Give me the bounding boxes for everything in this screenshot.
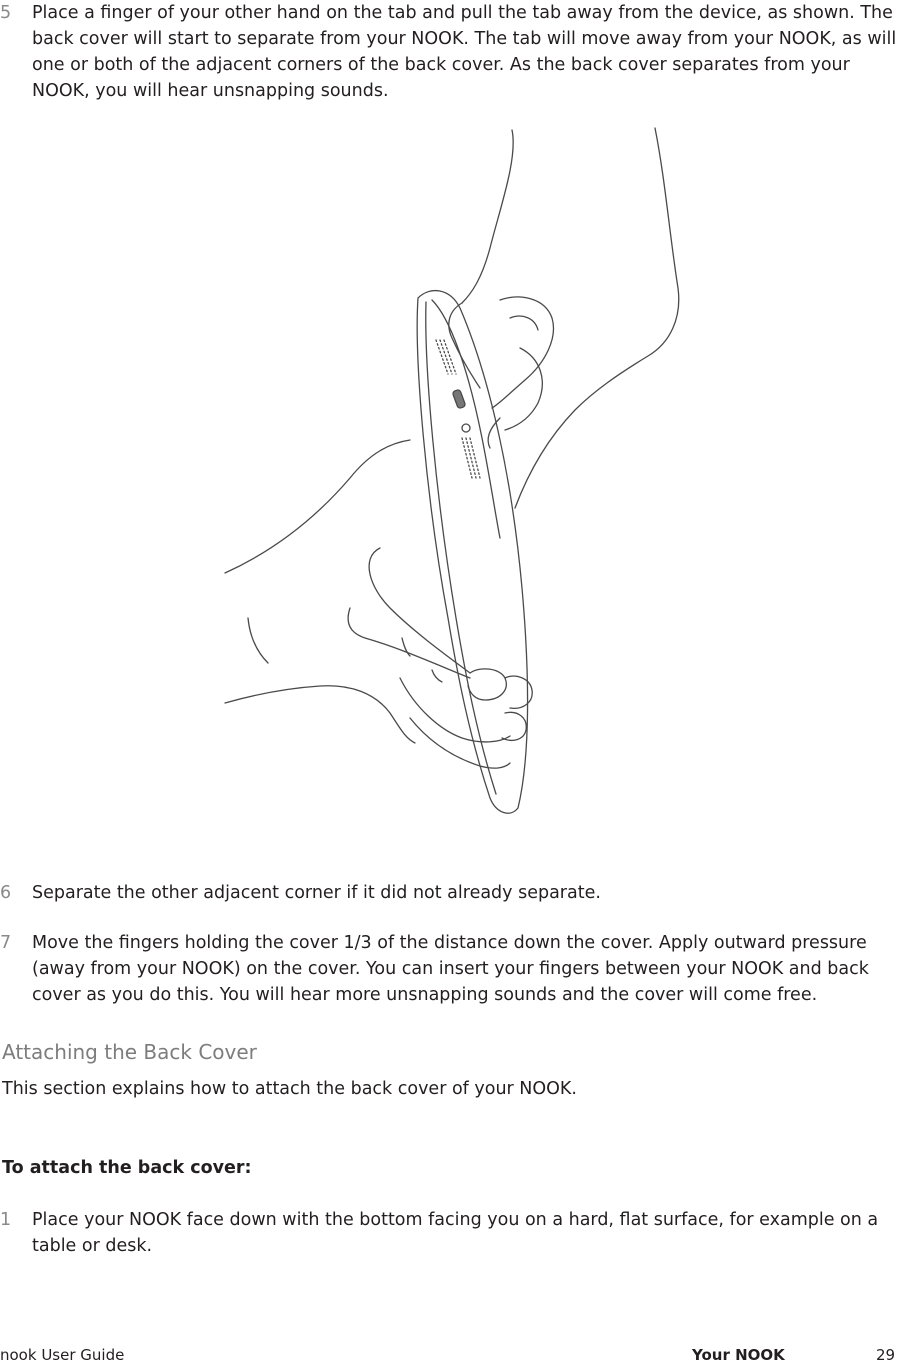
upper-hand-thumb bbox=[449, 303, 480, 388]
lower-hand-palm bbox=[225, 686, 415, 743]
lower-hand-crease bbox=[248, 618, 268, 663]
lower-hand-crease bbox=[402, 638, 442, 682]
procedure-title: To attach the back cover: bbox=[2, 1158, 252, 1178]
step-7 bbox=[0, 930, 900, 1008]
upper-hand-finger bbox=[492, 297, 553, 408]
headphone-jack bbox=[462, 424, 470, 432]
page-number: 29 bbox=[876, 1346, 896, 1364]
step-6 bbox=[0, 880, 900, 906]
power-button bbox=[452, 389, 466, 409]
lower-hand-thumb bbox=[468, 669, 506, 700]
device-side bbox=[432, 300, 500, 538]
lower-hand-wrist bbox=[225, 440, 410, 573]
step-text: Place a finger of your other hand on the tab and pull the tab away from the device, as shown. The back cover will start to separate from your NOOK. The tab will move away from your NOOK, as will one or both of the adjacent corners of the back cover. As the back cover separates from your NOOK, you will hear unsnapping sounds. bbox=[32, 3, 897, 101]
upper-hand-finger bbox=[505, 348, 542, 430]
footer-section-title: Your NOOK bbox=[692, 1346, 785, 1364]
step-number: 1 bbox=[0, 1210, 12, 1230]
speaker-grill bbox=[436, 340, 456, 374]
step-number: 7 bbox=[0, 933, 12, 953]
upper-hand-finger bbox=[510, 316, 538, 330]
upper-arm-line bbox=[462, 130, 513, 303]
section-intro: This section explains how to attach the back cover of your NOOK. bbox=[2, 1079, 577, 1099]
step-text: Place your NOOK face down with the bottom facing you on a hard, flat surface, for example on a table or desk. bbox=[32, 1210, 879, 1256]
device-back-cover bbox=[417, 291, 527, 814]
upper-arm-line bbox=[515, 128, 679, 508]
speaker-grill bbox=[462, 438, 480, 478]
step-number: 5 bbox=[0, 3, 12, 23]
step-text: Move the fingers holding the cover 1/3 of the distance down the cover. Apply outward pressure (away from your NOOK) on the cover. You can insert your fingers between your NOOK and back cover as you do this. You will hear more unsnapping sounds and the cover will come free. bbox=[32, 933, 869, 1005]
lower-hand-finger bbox=[400, 678, 510, 742]
step-5 bbox=[0, 0, 900, 104]
footer-guide-title: nook User Guide bbox=[0, 1346, 125, 1364]
lower-hand-fingertip bbox=[502, 712, 526, 740]
attach-step-1 bbox=[0, 1207, 900, 1259]
section-heading: Attaching the Back Cover bbox=[2, 1040, 257, 1064]
remove-back-cover-illustration bbox=[200, 118, 720, 818]
lower-hand-finger bbox=[410, 718, 510, 768]
step-text: Separate the other adjacent corner if it did not already separate. bbox=[32, 883, 601, 903]
step-number: 6 bbox=[0, 883, 12, 903]
